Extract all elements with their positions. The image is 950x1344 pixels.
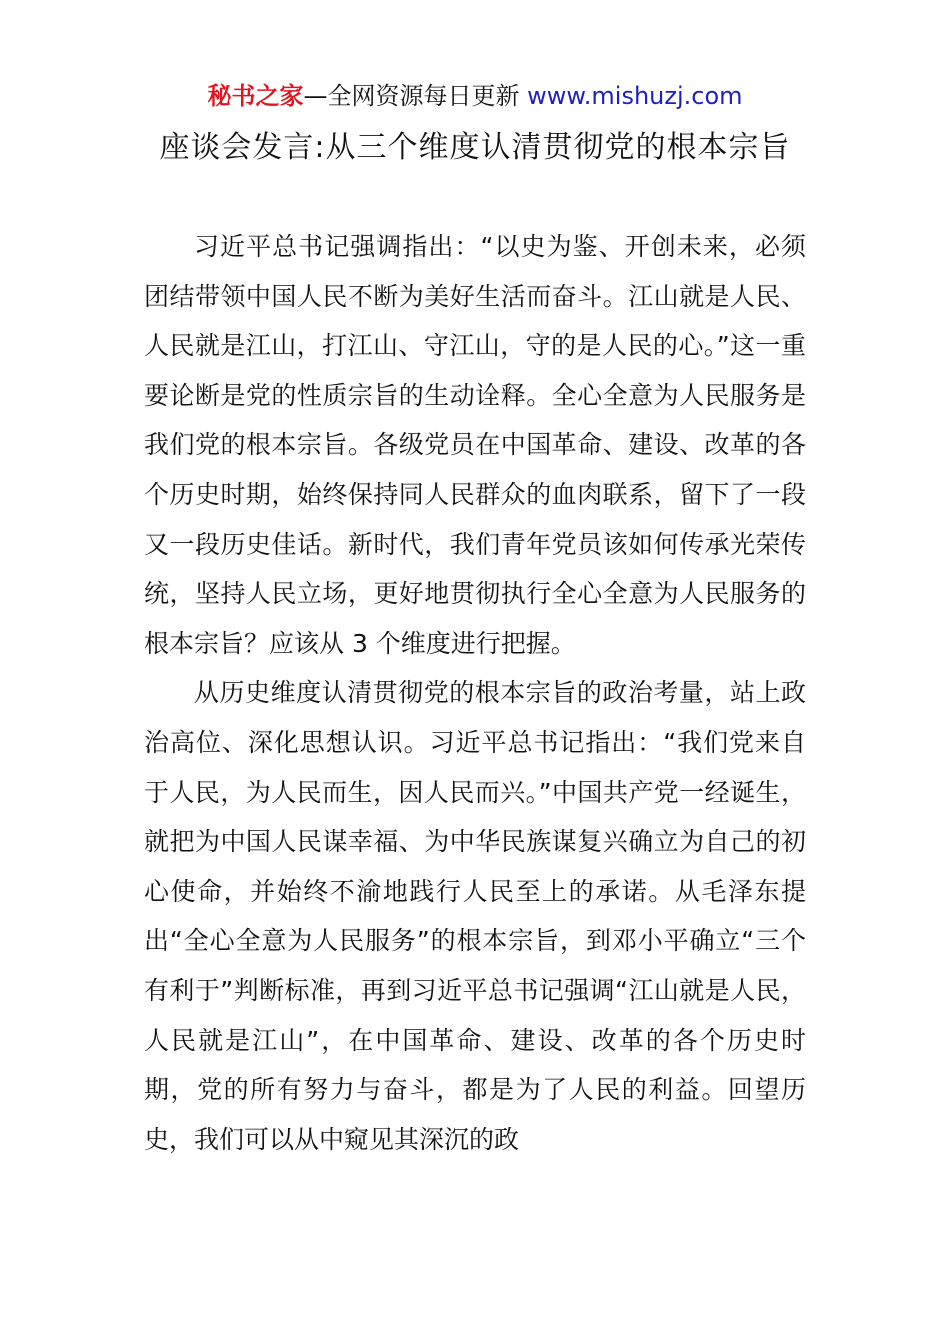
document-body: [144, 222, 806, 1164]
site-tagline: —全网资源每日更新: [303, 82, 528, 110]
site-url-link[interactable]: www.mishuzj.com: [527, 82, 743, 110]
document-title: 座谈会发言:从三个维度认清贯彻党的根本宗旨: [159, 130, 791, 165]
paragraph-1: 习近平总书记强调指出：“以史为鉴、开创未来，必须团结带领中国人民不断为美好生活而奋斗。江山就是人民、人民就是江山，打江山、守江山，守的是人民的心。”这一重要论断是党的性质宗旨的生动诠释。全心全意为人民服务是我们党的根本宗旨。各级党员在中国革命、建设、改革的各个历史时期，始终保持同人民群众的血肉联系，留下了一段又一段历史佳话。新时代，我们青年党员该如何传承光荣传统，坚持人民立场，更好地贯彻执行全心全意为人民服务的根本宗旨？应该从 3 个维度进行把握。: [144, 232, 806, 658]
paragraph-2: 从历史维度认清贯彻党的根本宗旨的政治考量，站上政治高位、深化思想认识。习近平总书记指出：“我们党来自于人民，为人民而生，因人民而兴。”中国共产党一经诞生，就把为中国人民谋幸福、为中华民族谋复兴确立为自己的初心使命，并始终不渝地践行人民至上的承诺。从毛泽东提出“全心全意为人民服务”的根本宗旨，到邓小平确立“三个有利于”判断标准，再到习近平总书记强调“江山就是人民，人民就是江山”，在中国革命、建设、改革的各个历史时期，党的所有努力与奋斗，都是为了人民的利益。回望历史，我们可以从中窥见其深沉的政: [144, 678, 806, 1154]
site-header: [0, 80, 950, 112]
site-name: 秘书之家: [207, 82, 304, 110]
